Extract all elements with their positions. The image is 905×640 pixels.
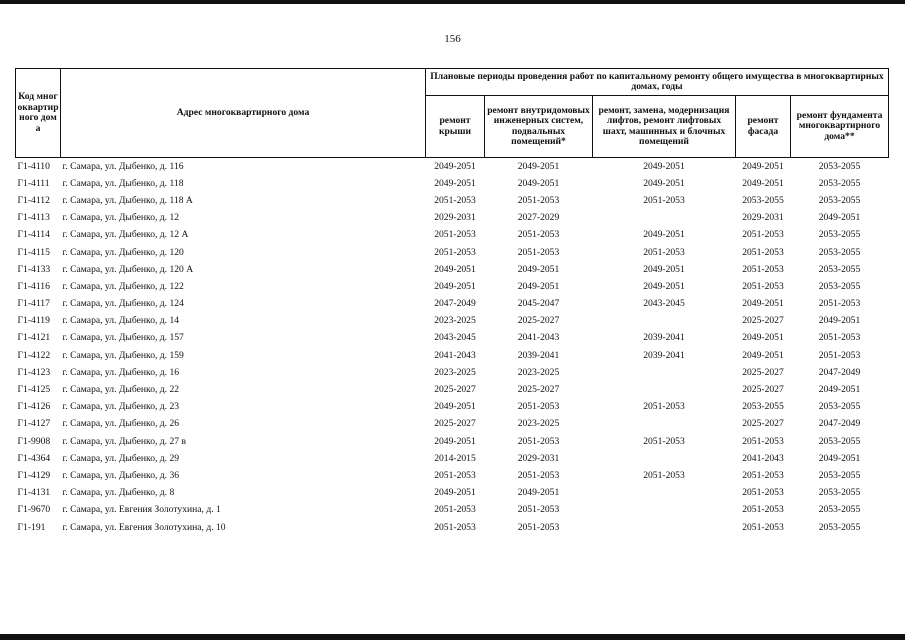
table-row bbox=[16, 519, 889, 536]
header-code: Код многоквартирного дома bbox=[16, 69, 61, 158]
cell-code: Г1-9670 bbox=[17, 504, 51, 516]
cell-roof: 2047-2049 bbox=[434, 298, 476, 310]
cell-facade: 2051-2053 bbox=[742, 469, 784, 481]
cell-foundation: 2049-2051 bbox=[818, 315, 861, 327]
cell-facade: 2025-2027 bbox=[742, 418, 784, 430]
cell-systems: 2049-2051 bbox=[517, 177, 560, 189]
cell-systems: 2049-2051 bbox=[517, 160, 560, 172]
cell-address: г. Самара, ул. Дыбенко, д. 26 bbox=[62, 418, 180, 430]
cell-address: г. Самара, ул. Дыбенко, д. 36 bbox=[62, 469, 180, 481]
top-border bbox=[0, 0, 905, 4]
cell-lifts: 2039-2041 bbox=[643, 332, 685, 344]
cell-facade: 2049-2051 bbox=[742, 349, 784, 361]
cell-roof: 2023-2025 bbox=[434, 315, 476, 327]
cell-code: Г1-4117 bbox=[17, 298, 50, 310]
cell-foundation: 2053-2055 bbox=[818, 263, 861, 275]
cell-systems: 2051-2053 bbox=[517, 246, 560, 258]
header-address: Адрес многоквартирного дома bbox=[61, 69, 426, 158]
cell-roof: 2049-2051 bbox=[434, 280, 476, 292]
header-roof: ремонт крыши bbox=[426, 96, 485, 158]
cell-address: г. Самара, ул. Евгения Золотухина, д. 10 bbox=[62, 521, 226, 533]
cell-systems: 2051-2053 bbox=[517, 435, 560, 447]
cell-facade: 2053-2055 bbox=[742, 194, 784, 206]
table-row bbox=[16, 244, 889, 261]
cell-address: г. Самара, ул. Дыбенко, д. 14 bbox=[62, 315, 180, 327]
cell-roof: 2051-2053 bbox=[434, 229, 476, 241]
table-row bbox=[16, 158, 889, 176]
cell-facade: 2025-2027 bbox=[742, 384, 784, 396]
cell-facade: 2041-2043 bbox=[742, 452, 784, 464]
cell-code: Г1-4123 bbox=[17, 366, 51, 378]
cell-foundation: 2053-2055 bbox=[818, 504, 861, 516]
cell-roof: 2014-2015 bbox=[434, 452, 476, 464]
cell-code: Г1-4113 bbox=[17, 212, 50, 224]
cell-systems: 2027-2029 bbox=[517, 212, 560, 224]
cell-code: Г1-4115 bbox=[17, 246, 50, 258]
cell-systems: 2029-2031 bbox=[517, 452, 560, 464]
cell-address: г. Самара, ул. Дыбенко, д. 16 bbox=[62, 366, 180, 378]
cell-code: Г1-4122 bbox=[17, 349, 51, 361]
cell-lifts bbox=[593, 210, 736, 227]
table-row bbox=[16, 261, 889, 278]
cell-lifts: 2039-2041 bbox=[643, 349, 685, 361]
cell-foundation: 2053-2055 bbox=[818, 401, 861, 413]
bottom-border bbox=[0, 634, 905, 640]
cell-roof: 2041-2043 bbox=[434, 349, 476, 361]
cell-facade: 2051-2053 bbox=[742, 435, 784, 447]
table-row bbox=[16, 175, 889, 192]
cell-facade: 2049-2051 bbox=[742, 332, 784, 344]
cell-address: г. Самара, ул. Дыбенко, д. 8 bbox=[62, 487, 175, 499]
cell-systems: 2051-2053 bbox=[517, 521, 560, 533]
cell-systems: 2045-2047 bbox=[517, 298, 560, 310]
cell-foundation: 2053-2055 bbox=[818, 229, 861, 241]
cell-systems: 2039-2041 bbox=[517, 349, 560, 361]
cell-lifts bbox=[593, 416, 736, 433]
cell-foundation: 2053-2055 bbox=[818, 160, 861, 172]
cell-roof: 2049-2051 bbox=[434, 263, 476, 275]
cell-roof: 2051-2053 bbox=[434, 504, 476, 516]
cell-lifts: 2049-2051 bbox=[643, 229, 685, 241]
cell-lifts: 2049-2051 bbox=[643, 280, 685, 292]
cell-systems: 2049-2051 bbox=[517, 280, 560, 292]
cell-address: г. Самара, ул. Дыбенко, д. 122 bbox=[62, 280, 184, 292]
cell-systems: 2051-2053 bbox=[517, 469, 560, 481]
cell-code: Г1-4114 bbox=[17, 229, 50, 241]
cell-address: г. Самара, ул. Дыбенко, д. 12 А bbox=[62, 229, 189, 241]
cell-systems: 2051-2053 bbox=[517, 504, 560, 516]
cell-roof: 2049-2051 bbox=[434, 435, 476, 447]
cell-lifts: 2051-2053 bbox=[643, 194, 685, 206]
cell-lifts bbox=[593, 485, 736, 502]
cell-foundation: 2053-2055 bbox=[818, 194, 861, 206]
cell-address: г. Самара, ул. Дыбенко, д. 118 bbox=[62, 177, 184, 189]
cell-facade: 2025-2027 bbox=[742, 315, 784, 327]
cell-foundation: 2053-2055 bbox=[818, 280, 861, 292]
cell-systems: 2049-2051 bbox=[517, 263, 560, 275]
cell-code: Г1-4111 bbox=[17, 177, 50, 189]
cell-roof: 2051-2053 bbox=[434, 521, 476, 533]
cell-lifts: 2049-2051 bbox=[643, 263, 685, 275]
cell-foundation: 2053-2055 bbox=[818, 435, 861, 447]
cell-address: г. Самара, ул. Дыбенко, д. 120 А bbox=[62, 263, 194, 275]
table-row bbox=[16, 399, 889, 416]
cell-facade: 2051-2053 bbox=[742, 280, 784, 292]
cell-roof: 2049-2051 bbox=[434, 177, 476, 189]
cell-lifts bbox=[593, 313, 736, 330]
cell-systems: 2041-2043 bbox=[517, 332, 560, 344]
cell-roof: 2051-2053 bbox=[434, 194, 476, 206]
cell-systems: 2049-2051 bbox=[517, 487, 560, 499]
cell-lifts: 2049-2051 bbox=[643, 177, 685, 189]
cell-code: Г1-9908 bbox=[17, 435, 51, 447]
table-row bbox=[16, 330, 889, 347]
header-foundation: ремонт фундамента многоквартирного дома** bbox=[791, 96, 889, 158]
cell-systems: 2025-2027 bbox=[517, 384, 560, 396]
table-row bbox=[16, 502, 889, 519]
cell-lifts: 2051-2053 bbox=[643, 246, 685, 258]
cell-address: г. Самара, ул. Дыбенко, д. 157 bbox=[62, 332, 184, 344]
cell-facade: 2051-2053 bbox=[742, 487, 784, 499]
cell-roof: 2049-2051 bbox=[434, 487, 476, 499]
cell-code: Г1-4116 bbox=[17, 280, 50, 292]
cell-address: г. Самара, ул. Дыбенко, д. 159 bbox=[62, 349, 184, 361]
cell-roof: 2049-2051 bbox=[434, 401, 476, 413]
cell-roof: 2051-2053 bbox=[434, 469, 476, 481]
cell-roof: 2043-2045 bbox=[434, 332, 476, 344]
table-row bbox=[16, 278, 889, 295]
cell-facade: 2051-2053 bbox=[742, 263, 784, 275]
cell-roof: 2049-2051 bbox=[434, 160, 476, 172]
cell-foundation: 2053-2055 bbox=[818, 246, 861, 258]
cell-code: Г1-4129 bbox=[17, 469, 51, 481]
cell-roof: 2029-2031 bbox=[434, 212, 476, 224]
cell-code: Г1-4131 bbox=[17, 487, 51, 499]
cell-foundation: 2051-2053 bbox=[818, 332, 861, 344]
cell-code: Г1-4127 bbox=[17, 418, 51, 430]
cell-foundation: 2051-2053 bbox=[818, 298, 861, 310]
cell-code: Г1-191 bbox=[17, 521, 46, 533]
cell-roof: 2051-2053 bbox=[434, 246, 476, 258]
table-body bbox=[16, 158, 889, 537]
table-row bbox=[16, 296, 889, 313]
cell-facade: 2051-2053 bbox=[742, 504, 784, 516]
cell-systems: 2023-2025 bbox=[517, 366, 560, 378]
cell-address: г. Самара, ул. Дыбенко, д. 27 в bbox=[62, 435, 186, 447]
cell-code: Г1-4133 bbox=[17, 263, 51, 275]
cell-lifts bbox=[593, 364, 736, 381]
cell-code: Г1-4126 bbox=[17, 401, 51, 413]
header-periods-group: Плановые периоды проведения работ по капитальному ремонту общего имущества в многоквартирных домах, годы bbox=[426, 69, 889, 96]
cell-systems: 2051-2053 bbox=[517, 194, 560, 206]
cell-lifts: 2051-2053 bbox=[643, 401, 685, 413]
cell-foundation: 2051-2053 bbox=[818, 349, 861, 361]
cell-foundation: 2053-2055 bbox=[818, 469, 861, 481]
cell-facade: 2049-2051 bbox=[742, 177, 784, 189]
cell-address: г. Самара, ул. Дыбенко, д. 12 bbox=[62, 212, 180, 224]
cell-lifts: 2049-2051 bbox=[643, 160, 685, 172]
cell-systems: 2025-2027 bbox=[517, 315, 560, 327]
table-row bbox=[16, 467, 889, 484]
cell-lifts bbox=[593, 502, 736, 519]
cell-lifts bbox=[593, 450, 736, 467]
cell-lifts: 2043-2045 bbox=[643, 298, 685, 310]
cell-lifts bbox=[593, 381, 736, 398]
cell-facade: 2053-2055 bbox=[742, 401, 784, 413]
page-number: 156 bbox=[444, 33, 461, 45]
cell-facade: 2025-2027 bbox=[742, 366, 784, 378]
cell-roof: 2023-2025 bbox=[434, 366, 476, 378]
cell-address: г. Самара, ул. Евгения Золотухина, д. 1 bbox=[62, 504, 221, 516]
table-row bbox=[16, 433, 889, 450]
table-row bbox=[16, 485, 889, 502]
table-row bbox=[16, 450, 889, 467]
cell-roof: 2025-2027 bbox=[434, 384, 476, 396]
cell-roof: 2025-2027 bbox=[434, 418, 476, 430]
cell-facade: 2051-2053 bbox=[742, 229, 784, 241]
cell-code: Г1-4364 bbox=[17, 452, 51, 464]
table-row bbox=[16, 381, 889, 398]
cell-foundation: 2053-2055 bbox=[818, 177, 861, 189]
header-lifts: ремонт, замена, модернизация лифтов, ремонт лифтовых шахт, машинных и блочных помещений bbox=[593, 96, 736, 158]
cell-address: г. Самара, ул. Дыбенко, д. 23 bbox=[62, 401, 180, 413]
cell-address: г. Самара, ул. Дыбенко, д. 116 bbox=[62, 160, 184, 172]
cell-facade: 2049-2051 bbox=[742, 298, 784, 310]
cell-foundation: 2047-2049 bbox=[818, 366, 861, 378]
cell-foundation: 2053-2055 bbox=[818, 487, 861, 499]
cell-facade: 2051-2053 bbox=[742, 246, 784, 258]
cell-facade: 2029-2031 bbox=[742, 212, 784, 224]
cell-systems: 2023-2025 bbox=[517, 418, 560, 430]
table-row bbox=[16, 416, 889, 433]
table-row bbox=[16, 347, 889, 364]
cell-code: Г1-4112 bbox=[17, 194, 50, 206]
cell-foundation: 2049-2051 bbox=[818, 452, 861, 464]
cell-foundation: 2049-2051 bbox=[818, 212, 861, 224]
repair-schedule-table bbox=[15, 68, 889, 536]
cell-systems: 2051-2053 bbox=[517, 401, 560, 413]
cell-foundation: 2053-2055 bbox=[818, 521, 861, 533]
cell-systems: 2051-2053 bbox=[517, 229, 560, 241]
cell-code: Г1-4121 bbox=[17, 332, 51, 344]
table-row bbox=[16, 364, 889, 381]
table-row bbox=[16, 210, 889, 227]
cell-address: г. Самара, ул. Дыбенко, д. 29 bbox=[62, 452, 180, 464]
cell-address: г. Самара, ул. Дыбенко, д. 120 bbox=[62, 246, 184, 258]
cell-facade: 2051-2053 bbox=[742, 521, 784, 533]
cell-address: г. Самара, ул. Дыбенко, д. 22 bbox=[62, 384, 180, 396]
table-row bbox=[16, 227, 889, 244]
header-systems: ремонт внутридомовых инженерных систем, подвальных помещений* bbox=[485, 96, 593, 158]
header-facade: ремонт фасада bbox=[736, 96, 791, 158]
table-row bbox=[16, 192, 889, 209]
cell-code: Г1-4119 bbox=[17, 315, 50, 327]
cell-lifts bbox=[593, 519, 736, 536]
cell-address: г. Самара, ул. Дыбенко, д. 118 А bbox=[62, 194, 193, 206]
cell-foundation: 2047-2049 bbox=[818, 418, 861, 430]
table-row bbox=[16, 313, 889, 330]
cell-lifts: 2051-2053 bbox=[643, 469, 685, 481]
cell-code: Г1-4110 bbox=[17, 160, 50, 172]
cell-facade: 2049-2051 bbox=[742, 160, 784, 172]
cell-foundation: 2049-2051 bbox=[818, 384, 861, 396]
cell-lifts: 2051-2053 bbox=[643, 435, 685, 447]
cell-address: г. Самара, ул. Дыбенко, д. 124 bbox=[62, 298, 184, 310]
cell-code: Г1-4125 bbox=[17, 384, 51, 396]
